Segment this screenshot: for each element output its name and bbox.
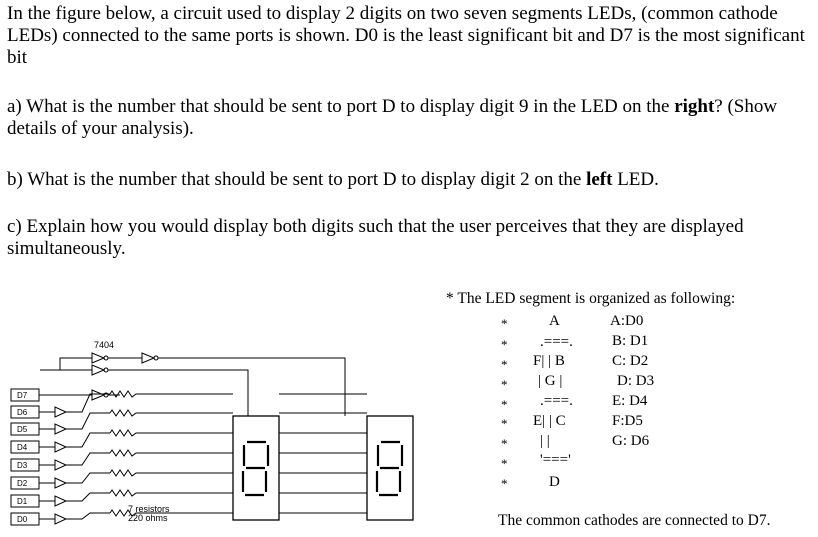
resistor	[110, 470, 233, 476]
port-d6	[11, 406, 39, 418]
question-b	[7, 169, 815, 191]
port-d7	[11, 389, 39, 401]
asterisk: *	[501, 377, 508, 392]
segment-mapping: B: D1	[612, 333, 649, 349]
svg-text:D1: D1	[17, 497, 28, 506]
wire	[66, 433, 110, 447]
buffer-triangle	[55, 478, 66, 488]
asterisk: *	[501, 416, 508, 431]
question-a-text: a) What is the number that should be sent to port D to display digit 9 in the LED on the	[7, 96, 675, 117]
common-cathode-note: The common cathodes are connected to D7.	[498, 512, 771, 529]
segment-art-line: F| | B	[533, 353, 565, 369]
resistor	[110, 410, 233, 416]
question-intro: In the figure below, a circuit used to display 2 digits on two seven segments LEDs, (common cathode LEDs) connected to the same ports is shown. D0 is the least significant bit and D7 is the most significant bit	[7, 3, 805, 68]
question-b-emphasis: left	[586, 169, 613, 190]
buffer-triangle	[55, 407, 66, 417]
buffer-triangle	[55, 424, 66, 434]
buffer-triangle	[55, 496, 66, 506]
segment-mapping: G: D6	[612, 433, 650, 449]
resistor-label-count: 7 resistors	[128, 504, 170, 514]
port-d-labels	[11, 389, 39, 525]
segment-art-line: .===.	[540, 393, 573, 409]
wire	[66, 493, 110, 501]
asterisk: *	[501, 436, 508, 451]
port-d5	[11, 423, 39, 435]
svg-text:D6: D6	[17, 408, 28, 417]
svg-text:D4: D4	[17, 443, 28, 452]
svg-text:D0: D0	[17, 515, 28, 524]
asterisk: *	[501, 456, 508, 471]
resistor-label-value: 220 ohms	[128, 513, 168, 523]
segment-art-line: D	[549, 474, 560, 490]
question-a-text-end: ? (Show details of your analysis).	[7, 96, 778, 139]
segment-mapping: F:D5	[612, 413, 643, 429]
svg-text:D7: D7	[17, 391, 28, 400]
wire	[66, 413, 110, 429]
port-d2	[11, 477, 39, 489]
svg-text:D2: D2	[17, 479, 28, 488]
segment-driver-lines	[39, 391, 367, 524]
asterisk: *	[501, 397, 508, 412]
port-d1	[11, 495, 39, 507]
segment-art-line: A	[549, 313, 560, 329]
asterisk: *	[501, 337, 508, 352]
asterisk: *	[501, 316, 508, 331]
segment-art-line: | |	[540, 433, 550, 449]
segment-mapping: D: D3	[617, 373, 655, 389]
port-d0	[11, 513, 39, 525]
segment-organization-title: * The LED segment is organized as following:	[446, 290, 736, 307]
segment-art-line: | G |	[538, 373, 563, 389]
inverter-chain	[40, 353, 345, 416]
question-a-emphasis: right	[674, 96, 715, 117]
seven-segment-right	[367, 416, 413, 520]
inverter-label: 7404	[94, 340, 115, 350]
resistor	[110, 450, 233, 456]
asterisk: *	[501, 357, 508, 372]
port-d4	[11, 441, 39, 453]
question-c: c) Explain how you would display both digits such that the user perceives that they are displayed simultaneously.	[7, 216, 744, 259]
segment-mapping: C: D2	[612, 353, 649, 369]
resistor	[110, 430, 233, 436]
segment-art-line: .===.	[540, 334, 573, 350]
wire	[66, 394, 110, 412]
question-b-text: b) What is the number that should be sent to port D to display digit 2 on the	[7, 169, 587, 190]
port-d3	[11, 459, 39, 471]
question-a	[7, 96, 815, 140]
segment-mapping: A:D0	[610, 313, 644, 329]
svg-text:D3: D3	[17, 461, 28, 470]
buffer-triangle	[55, 460, 66, 470]
resistor	[110, 490, 233, 496]
segment-mapping: E: D4	[612, 393, 648, 409]
asterisk: *	[501, 476, 508, 491]
wire	[66, 513, 110, 519]
segment-art-line: '==='	[540, 452, 571, 468]
question-b-text-end: LED.	[612, 169, 659, 190]
wire	[66, 473, 110, 483]
svg-text:D5: D5	[17, 425, 28, 434]
buffer-triangle	[55, 514, 66, 524]
circuit-diagram	[0, 296, 440, 537]
resistor	[110, 391, 233, 397]
wire	[66, 453, 110, 465]
buffer-triangle	[55, 442, 66, 452]
segment-art-line: E| | C	[533, 413, 566, 429]
seven-segment-left	[233, 416, 279, 520]
